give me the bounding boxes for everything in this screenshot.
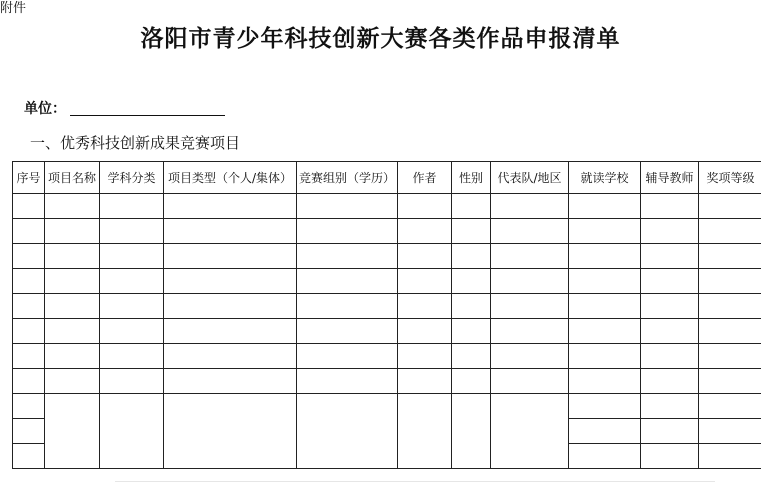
table-cell[interactable]: [569, 219, 641, 244]
table-cell[interactable]: [297, 369, 398, 394]
table-cell[interactable]: [699, 344, 761, 369]
table-merged-cell[interactable]: [45, 394, 100, 469]
table-cell[interactable]: [452, 219, 491, 244]
section-title: 一、优秀科技创新成果竞赛项目: [30, 134, 241, 152]
table-cell[interactable]: [398, 219, 452, 244]
table-cell[interactable]: [699, 394, 761, 419]
table-cell[interactable]: [641, 419, 699, 444]
header-gender: 性别: [452, 162, 491, 194]
table-cell[interactable]: [699, 444, 761, 469]
table-cell[interactable]: [100, 219, 164, 244]
header-school: 就读学校: [569, 162, 641, 194]
table-cell[interactable]: [297, 219, 398, 244]
header-team-region: 代表队/地区: [491, 162, 569, 194]
table-row: [13, 194, 761, 219]
table-cell[interactable]: [398, 319, 452, 344]
table-cell[interactable]: [398, 269, 452, 294]
table-cell[interactable]: [45, 194, 100, 219]
table-cell[interactable]: [100, 319, 164, 344]
table-cell[interactable]: [491, 269, 569, 294]
table-cell[interactable]: [491, 294, 569, 319]
table-cell[interactable]: [641, 194, 699, 219]
header-advisor: 辅导教师: [641, 162, 699, 194]
table-cell[interactable]: [398, 369, 452, 394]
table-merged-cell[interactable]: [398, 394, 452, 469]
table-cell[interactable]: [641, 344, 699, 369]
table-cell[interactable]: [699, 419, 761, 444]
header-project-type: 项目类型（个人/集体）: [164, 162, 297, 194]
table-cell[interactable]: [13, 194, 45, 219]
table-cell[interactable]: [569, 419, 641, 444]
table-cell[interactable]: [164, 369, 297, 394]
table-cell[interactable]: [452, 294, 491, 319]
table-cell[interactable]: [569, 194, 641, 219]
table-merged-cell[interactable]: [164, 394, 297, 469]
page-edge-line: [115, 481, 715, 482]
table-cell[interactable]: [297, 269, 398, 294]
table-cell[interactable]: [164, 344, 297, 369]
table-cell[interactable]: [164, 194, 297, 219]
table-cell[interactable]: [13, 269, 45, 294]
table-cell[interactable]: [13, 444, 45, 469]
table-header-row: [13, 162, 761, 194]
unit-input-line[interactable]: [70, 115, 225, 116]
table-cell[interactable]: [569, 369, 641, 394]
table-cell[interactable]: [699, 319, 761, 344]
table-cell[interactable]: [164, 319, 297, 344]
unit-label: 单位：: [24, 101, 66, 117]
table-cell[interactable]: [452, 269, 491, 294]
table-cell[interactable]: [491, 344, 569, 369]
table-cell[interactable]: [45, 344, 100, 369]
table-cell[interactable]: [100, 244, 164, 269]
table-cell[interactable]: [45, 269, 100, 294]
table-cell[interactable]: [641, 394, 699, 419]
table-cell[interactable]: [452, 319, 491, 344]
table-cell[interactable]: [100, 269, 164, 294]
header-award-level: 奖项等级: [699, 162, 761, 194]
table-cell[interactable]: [13, 294, 45, 319]
table-cell[interactable]: [398, 344, 452, 369]
table-cell[interactable]: [13, 344, 45, 369]
table-cell[interactable]: [491, 244, 569, 269]
table-cell[interactable]: [569, 319, 641, 344]
table-cell[interactable]: [164, 269, 297, 294]
table-cell[interactable]: [569, 269, 641, 294]
table-cell[interactable]: [491, 194, 569, 219]
table-row: [13, 319, 761, 344]
table-cell[interactable]: [398, 294, 452, 319]
table-cell[interactable]: [641, 319, 699, 344]
table-cell[interactable]: [452, 369, 491, 394]
table-cell[interactable]: [699, 219, 761, 244]
table-merged-cell[interactable]: [100, 394, 164, 469]
table-cell[interactable]: [398, 194, 452, 219]
table-cell[interactable]: [452, 244, 491, 269]
page-title: 洛阳市青少年科技创新大赛各类作品申报清单: [140, 25, 621, 52]
table-cell[interactable]: [45, 219, 100, 244]
header-index: 序号: [13, 162, 45, 194]
header-competition-group: 竞赛组别（学历）: [297, 162, 398, 194]
table-cell[interactable]: [164, 244, 297, 269]
table-merged-cell[interactable]: [491, 394, 569, 469]
submission-table: [12, 161, 761, 469]
table-row: [13, 294, 761, 319]
table-cell[interactable]: [699, 194, 761, 219]
table-cell[interactable]: [13, 394, 45, 419]
table-cell[interactable]: [13, 369, 45, 394]
table-cell[interactable]: [45, 294, 100, 319]
table-cell[interactable]: [641, 219, 699, 244]
table-cell[interactable]: [569, 294, 641, 319]
table-cell[interactable]: [569, 394, 641, 419]
table-cell[interactable]: [491, 219, 569, 244]
table-body: [13, 194, 761, 469]
table-cell[interactable]: [13, 244, 45, 269]
table-cell[interactable]: [13, 219, 45, 244]
table-cell[interactable]: [164, 294, 297, 319]
table-cell[interactable]: [699, 369, 761, 394]
table-cell[interactable]: [13, 419, 45, 444]
table-cell[interactable]: [641, 294, 699, 319]
table-cell[interactable]: [641, 444, 699, 469]
table-cell[interactable]: [641, 244, 699, 269]
table-cell[interactable]: [699, 244, 761, 269]
header-author: 作者: [398, 162, 452, 194]
table-cell[interactable]: [491, 319, 569, 344]
table-merged-cell[interactable]: [452, 394, 491, 469]
table-cell[interactable]: [569, 244, 641, 269]
header-project-name: 项目名称: [45, 162, 100, 194]
table-cell[interactable]: [164, 219, 297, 244]
attachment-label: 附件: [0, 1, 27, 16]
table-row: [13, 219, 761, 244]
table-cell[interactable]: [641, 369, 699, 394]
table-cell[interactable]: [45, 369, 100, 394]
table-cell[interactable]: [452, 344, 491, 369]
table-cell[interactable]: [45, 244, 100, 269]
table-row: [13, 344, 761, 369]
table-cell[interactable]: [297, 244, 398, 269]
table-row: [13, 369, 761, 394]
table-cell[interactable]: [100, 294, 164, 319]
table-cell[interactable]: [398, 244, 452, 269]
table-cell[interactable]: [45, 319, 100, 344]
table-cell[interactable]: [491, 369, 569, 394]
table-cell[interactable]: [100, 344, 164, 369]
table-cell[interactable]: [100, 194, 164, 219]
table-row-group: [13, 394, 761, 419]
table-cell[interactable]: [699, 294, 761, 319]
table-cell[interactable]: [452, 194, 491, 219]
table-cell[interactable]: [641, 269, 699, 294]
table-cell[interactable]: [297, 194, 398, 219]
table-cell[interactable]: [569, 444, 641, 469]
table-row: [13, 244, 761, 269]
table-cell[interactable]: [297, 344, 398, 369]
table-merged-cell[interactable]: [297, 394, 398, 469]
table-cell[interactable]: [100, 369, 164, 394]
table-cell[interactable]: [297, 319, 398, 344]
table-cell[interactable]: [569, 344, 641, 369]
table-cell[interactable]: [297, 294, 398, 319]
header-subject-category: 学科分类: [100, 162, 164, 194]
table-row: [13, 269, 761, 294]
table-cell[interactable]: [699, 269, 761, 294]
table-cell[interactable]: [13, 319, 45, 344]
